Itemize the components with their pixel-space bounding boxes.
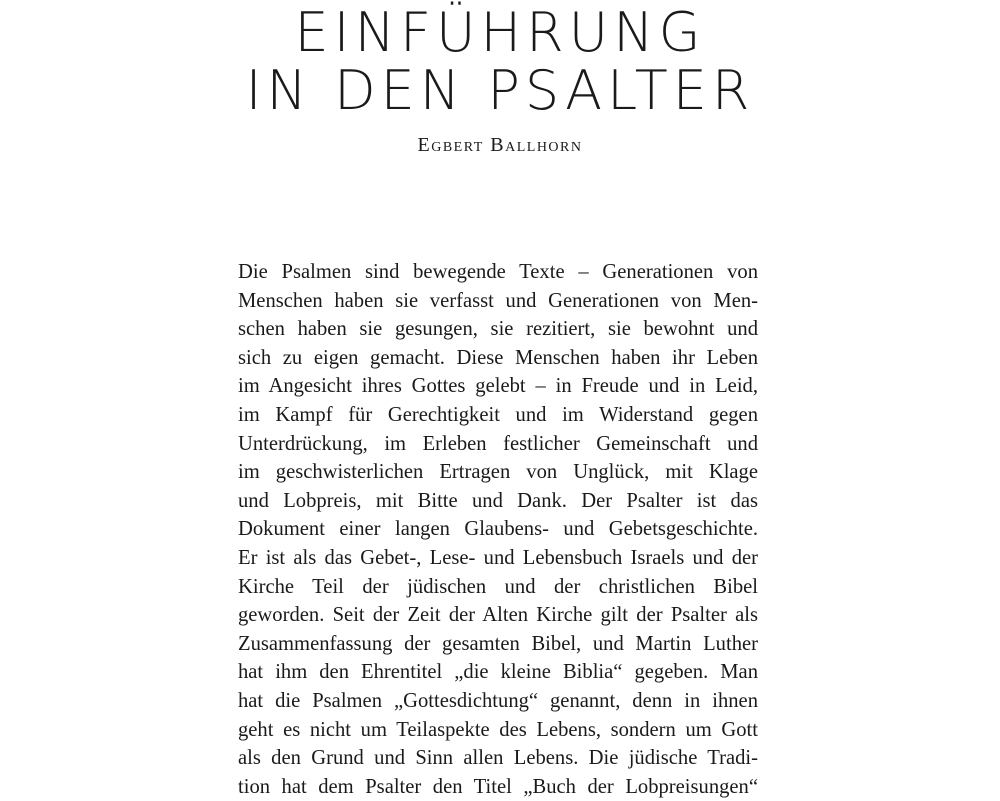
text-line: sich zu eigen gemacht. Diese Menschen haben ihr Leben: [238, 346, 758, 369]
text-line: hat die Psalmen „Gottesdichtung“ genannt, denn in ihnen: [238, 689, 758, 712]
text-line: hat ihm den Ehrentitel „die kleine Biblia“ gegeben. Man: [238, 661, 758, 684]
text-line: Die Psalmen sind bewegende Texte – Generationen von: [238, 261, 758, 283]
text-line: im geschwisterlichen Ertragen von Unglück, mit Klage: [238, 461, 758, 484]
text-line: Zusammenfassung der gesamten Bibel, und Martin Luther: [238, 632, 758, 655]
text-line: geht es nicht um Teilaspekte des Lebens, sondern um Gott: [238, 718, 758, 741]
text-line: Unterdrückung, im Erleben festlicher Gemeinschaft und: [238, 432, 758, 455]
text-line: Dokument einer langen Glaubens- und Gebetsgeschichte.: [238, 518, 758, 541]
body-paragraph: [238, 258, 758, 801]
text-line: tion hat dem Psalter den Titel „Buch der Lobpreisungen“: [238, 775, 758, 798]
text-line: als den Grund und Sinn allen Lebens. Die jüdische Tradi-: [238, 747, 758, 770]
page-title-line-1: EINFÜHRUNG: [294, 1, 706, 64]
text-line: Er ist als das Gebet-, Lese- und Lebensbuch Israels und der: [238, 546, 758, 569]
author-name: Egbert Ballhorn: [417, 134, 583, 156]
text-line: Kirche Teil der jüdischen und der christlichen Bibel: [238, 575, 758, 598]
text-line: geworden. Seit der Zeit der Alten Kirche gilt der Psalter als: [238, 604, 758, 627]
text-line: und Lobpreis, mit Bitte und Dank. Der Psalter ist das: [238, 489, 758, 512]
text-line: Menschen haben sie verfasst und Generationen von Men-: [238, 289, 758, 312]
text-line: schen haben sie gesungen, sie rezitiert, sie bewohnt und: [238, 318, 758, 341]
text-line: im Angesicht ihres Gottes gelebt – in Freude und in Leid,: [238, 375, 758, 398]
text-line: im Kampf für Gerechtigkeit und im Widerstand gegen: [238, 403, 758, 426]
page-title-line-2: IN DEN PSALTER: [245, 59, 755, 122]
